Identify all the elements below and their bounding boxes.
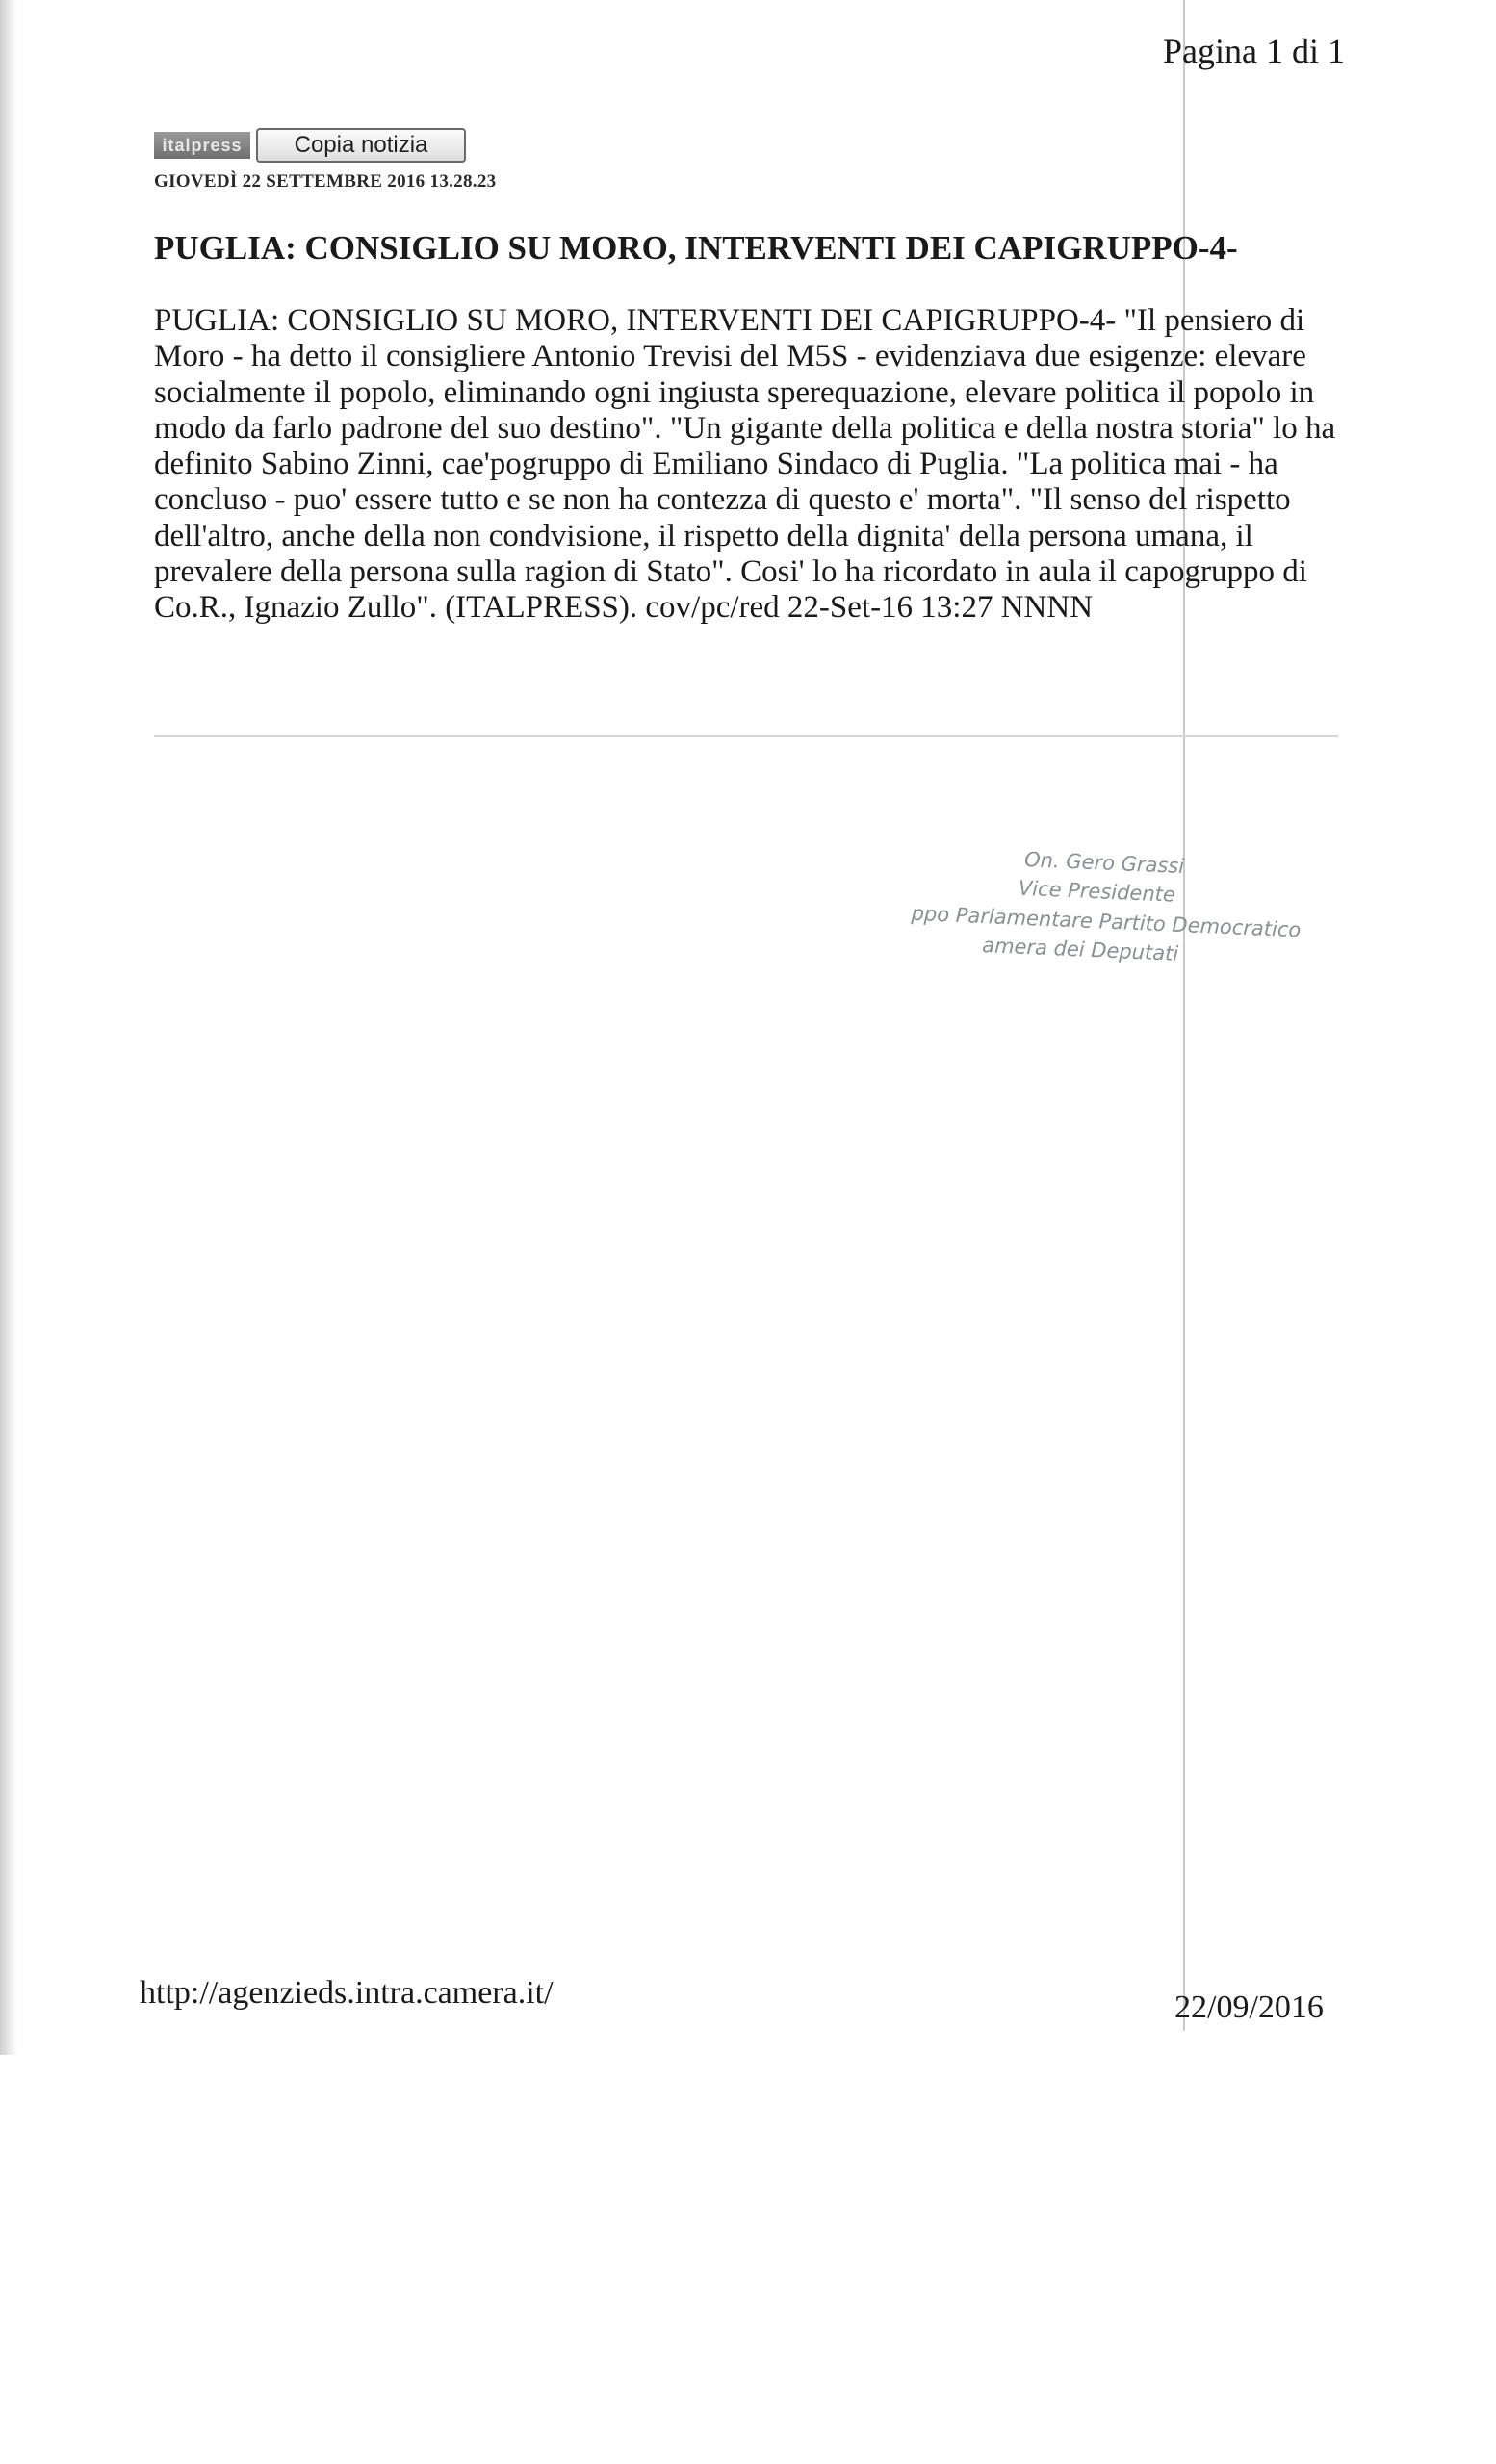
stamp-group: ppo Parlamentare Partito Democratico <box>911 901 1302 942</box>
stamp-role: Vice Presidente <box>1018 877 1176 908</box>
divider <box>154 735 1338 737</box>
deputy-stamp <box>890 839 1319 975</box>
footer-date: 22/09/2016 <box>1174 1989 1324 2025</box>
article-dateline: GIOVEDÌ 22 SETTEMBRE 2016 13.28.23 <box>154 171 497 192</box>
stamp-name: On. Gero Grassi <box>1023 847 1185 879</box>
article-body: PUGLIA: CONSIGLIO SU MORO, INTERVENTI DEI CAPIGRUPPO-4- "Il pensiero di Moro - ha detto il consigliere Antonio Trevisi del M5S - evidenziava due esigenze: elevare socialmente il popolo, eliminando ogni ingiusta sperequazione, elevare politica il popolo in modo da farlo padrone del suo destino". "Un gigante della politica e della nostra storia" lo ha definito Sabino Zinni, cae'pogruppo di Emiliano Sindaco di Puglia. "La politica mai - ha concluso - puo' essere tutto e se non ha contezza di questo e' morta". "Il senso del rispetto dell'altro, anche della non condvisione, il rispetto della dignita' della persona umana, il prevalere della persona sulla ragion di Stato". Cosi' lo ha ricordato in aula il capogruppo di Co.R., Ignazio Zullo". (ITALPRESS). cov/pc/red 22-Set-16 13:27 NNNN <box>154 303 1336 626</box>
copy-news-button[interactable]: Copia notizia <box>256 128 466 163</box>
article-headline: PUGLIA: CONSIGLIO SU MORO, INTERVENTI DEI CAPIGRUPPO-4- <box>154 229 1238 267</box>
news-toolbar <box>154 128 466 163</box>
page-indicator: Pagina 1 di 1 <box>1163 32 1345 70</box>
italpress-logo: italpress <box>154 132 250 159</box>
footer-url: http://agenzieds.intra.camera.it/ <box>140 1975 554 2011</box>
scan-edge-shadow <box>0 0 17 2055</box>
stamp-chamber: amera dei Deputati <box>981 934 1179 966</box>
